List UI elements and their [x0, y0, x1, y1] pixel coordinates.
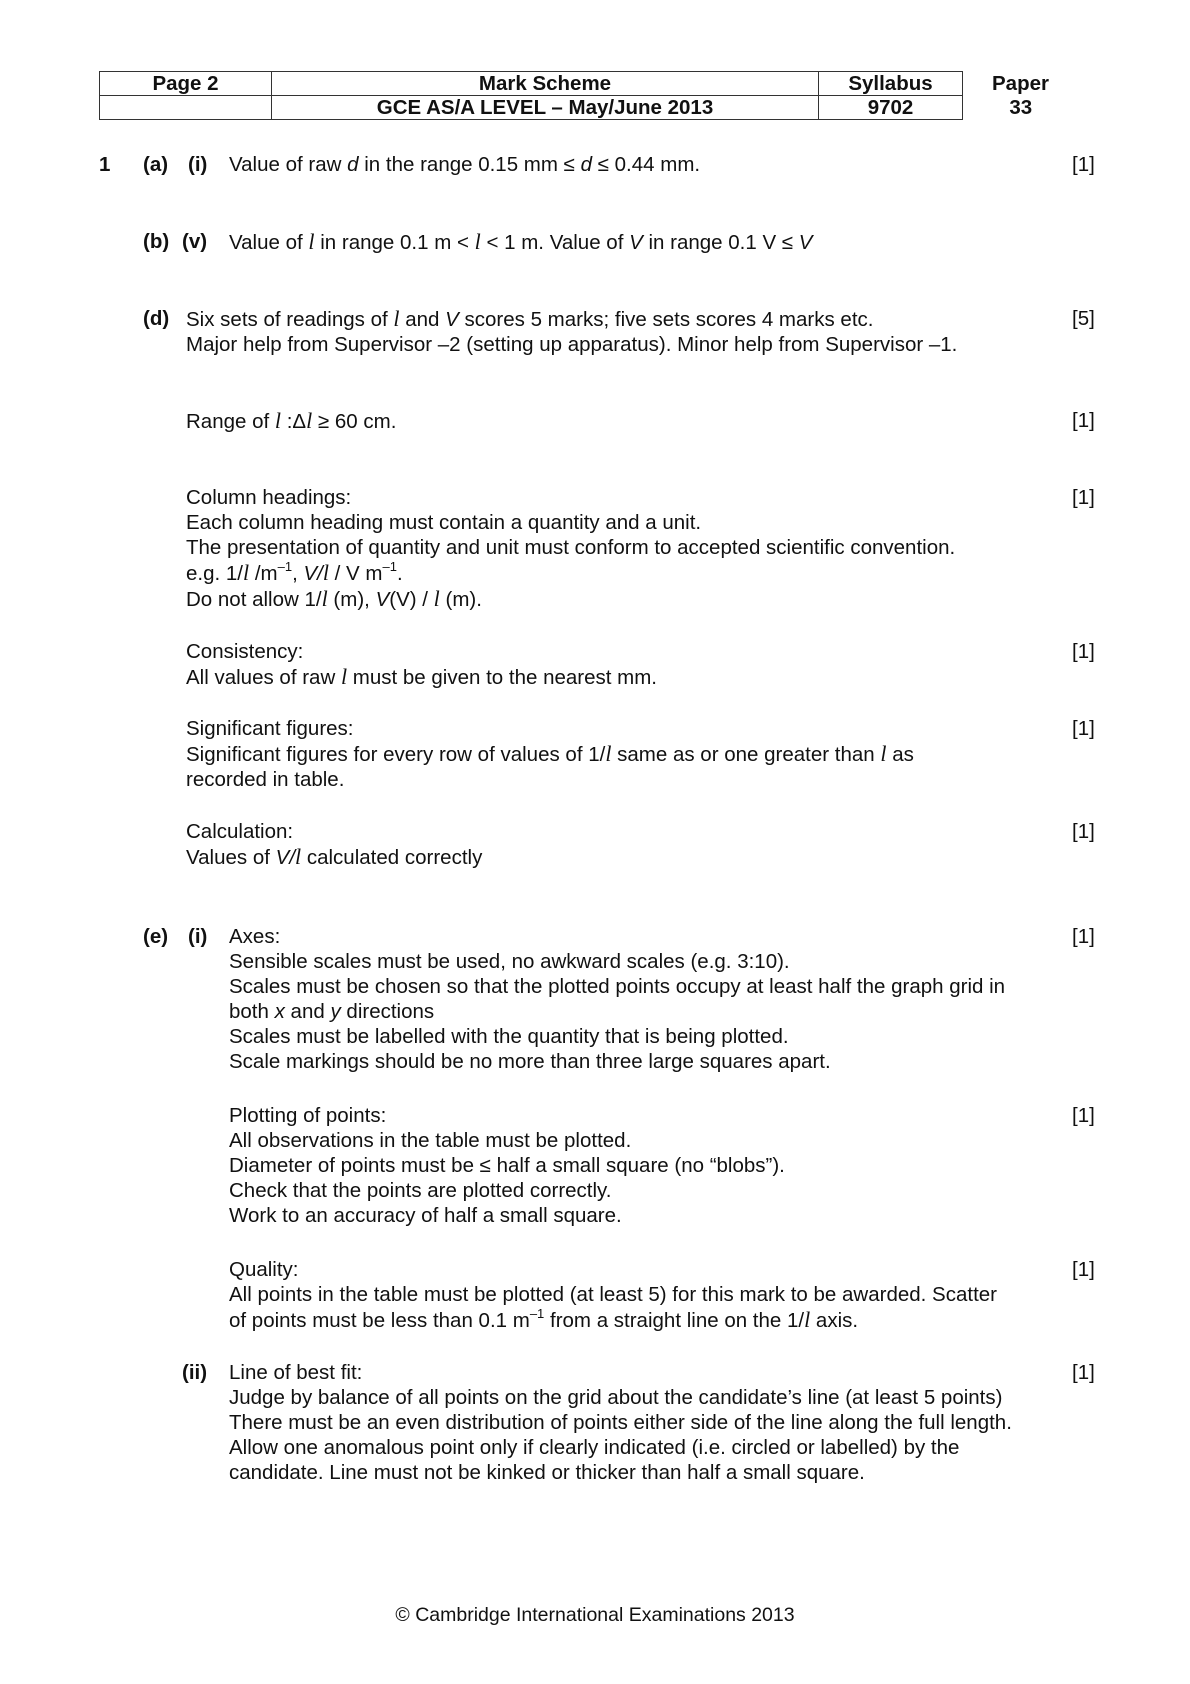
part-d-readings: Six sets of readings of l and V scores 5 marks; five sets scores 4 marks etc. Major help from Supervisor –2 (setting up apparatus). Minor help from Supervisor –1. [186, 306, 958, 356]
mark-d-readings: [5] [1072, 307, 1095, 330]
part-d-label: (d) [143, 307, 170, 330]
header-table [99, 71, 1079, 120]
page-label: Page 2 [100, 72, 272, 96]
mark-axes: [1] [1072, 925, 1095, 948]
header-empty-cell [100, 96, 272, 120]
line-of-best-fit-criterion: Line of best fit: Judge by balance of all points on the grid about the candidate’s line (at least 5 points) There must be an even distribution of points either side of the line along the full length. Allow one anomalous point only if clearly indicated (i.e. circled or labelled) by the candidate. Line must not be kinked or thicker than half a small square. [229, 1361, 1012, 1484]
part-a-label: (a) [143, 153, 169, 176]
copyright-footer: © Cambridge International Examinations 2013 [395, 1604, 795, 1626]
syllabus-label: Syllabus [819, 72, 963, 96]
part-a-i-text: Value of raw d in the range 0.15 mm ≤ d ≤ 0.44 mm. [229, 153, 701, 176]
mark-sigfigs: [1] [1072, 717, 1095, 740]
sigfigs-criterion: Significant figures: Significant figures for every row of values of 1/l same as or one greater than l as recorded in table. [186, 717, 914, 791]
mark-consistency: [1] [1072, 640, 1095, 663]
mark-plotting: [1] [1072, 1104, 1095, 1127]
part-e-ii-label: (ii) [182, 1361, 208, 1384]
mark-a-i: [1] [1072, 153, 1095, 176]
mark-line-of-best-fit: [1] [1072, 1361, 1095, 1384]
axes-criterion: Axes: Sensible scales must be used, no awkward scales (e.g. 3:10). Scales must be chosen so that the plotted points occupy at least half the graph grid in both x and y directions Scales must be labelled with the quantity that is being plotted. Scale markings should be no more than three large squares apart. [229, 925, 1006, 1073]
part-e-i-label: (i) [188, 925, 208, 948]
part-a-i-label: (i) [188, 153, 208, 176]
range-criterion: Range of l :Δl ≥ 60 cm. [186, 408, 397, 433]
part-e-label: (e) [143, 925, 169, 948]
mark-headings: [1] [1072, 486, 1095, 509]
quality-criterion: Quality: All points in the table must be plotted (at least 5) for this mark to be awarded. Scatter of points must be less than 0.1 $m^{-1}$ from a straight line on the 1/l axis. [229, 1258, 997, 1332]
consistency-criterion: Consistency: All values of raw l must be given to the nearest mm. [186, 640, 658, 689]
document-subtitle: GCE AS/A LEVEL – May/June 2013 [272, 96, 819, 120]
part-b-label: (b) [143, 230, 170, 253]
paper-label: Paper [992, 72, 1049, 95]
part-b-v-label: (v) [182, 230, 208, 253]
part-b-v-text: Value of l in range 0.1 m < l < 1 m. Value of V in range 0.1 V ≤ V [229, 229, 813, 254]
mark-range: [1] [1072, 409, 1095, 432]
syllabus-code: 9702 [819, 96, 963, 120]
question-number: 1 [99, 153, 111, 176]
paper-number: 33 [1009, 96, 1033, 119]
document-title: Mark Scheme [272, 72, 819, 96]
column-headings-criterion: Column headings: Each column heading must contain a quantity and a unit. The presentation of quantity and unit must conform to accepted scientific convention. e.g. 1/l $/m^{-1}$, V/l / V $m^{-1}$. Do not allow 1/l (m), V(V) / l (m). [186, 486, 956, 611]
calculation-criterion: Calculation: Values of V/l calculated correctly [186, 820, 483, 869]
mark-quality: [1] [1072, 1258, 1095, 1281]
mark-calculation: [1] [1072, 820, 1095, 843]
plotting-criterion: Plotting of points: All observations in the table must be plotted. Diameter of points must be ≤ half a small square (no “blobs”). Check that the points are plotted correctly. Work to an accuracy of half a small square. [229, 1104, 785, 1227]
